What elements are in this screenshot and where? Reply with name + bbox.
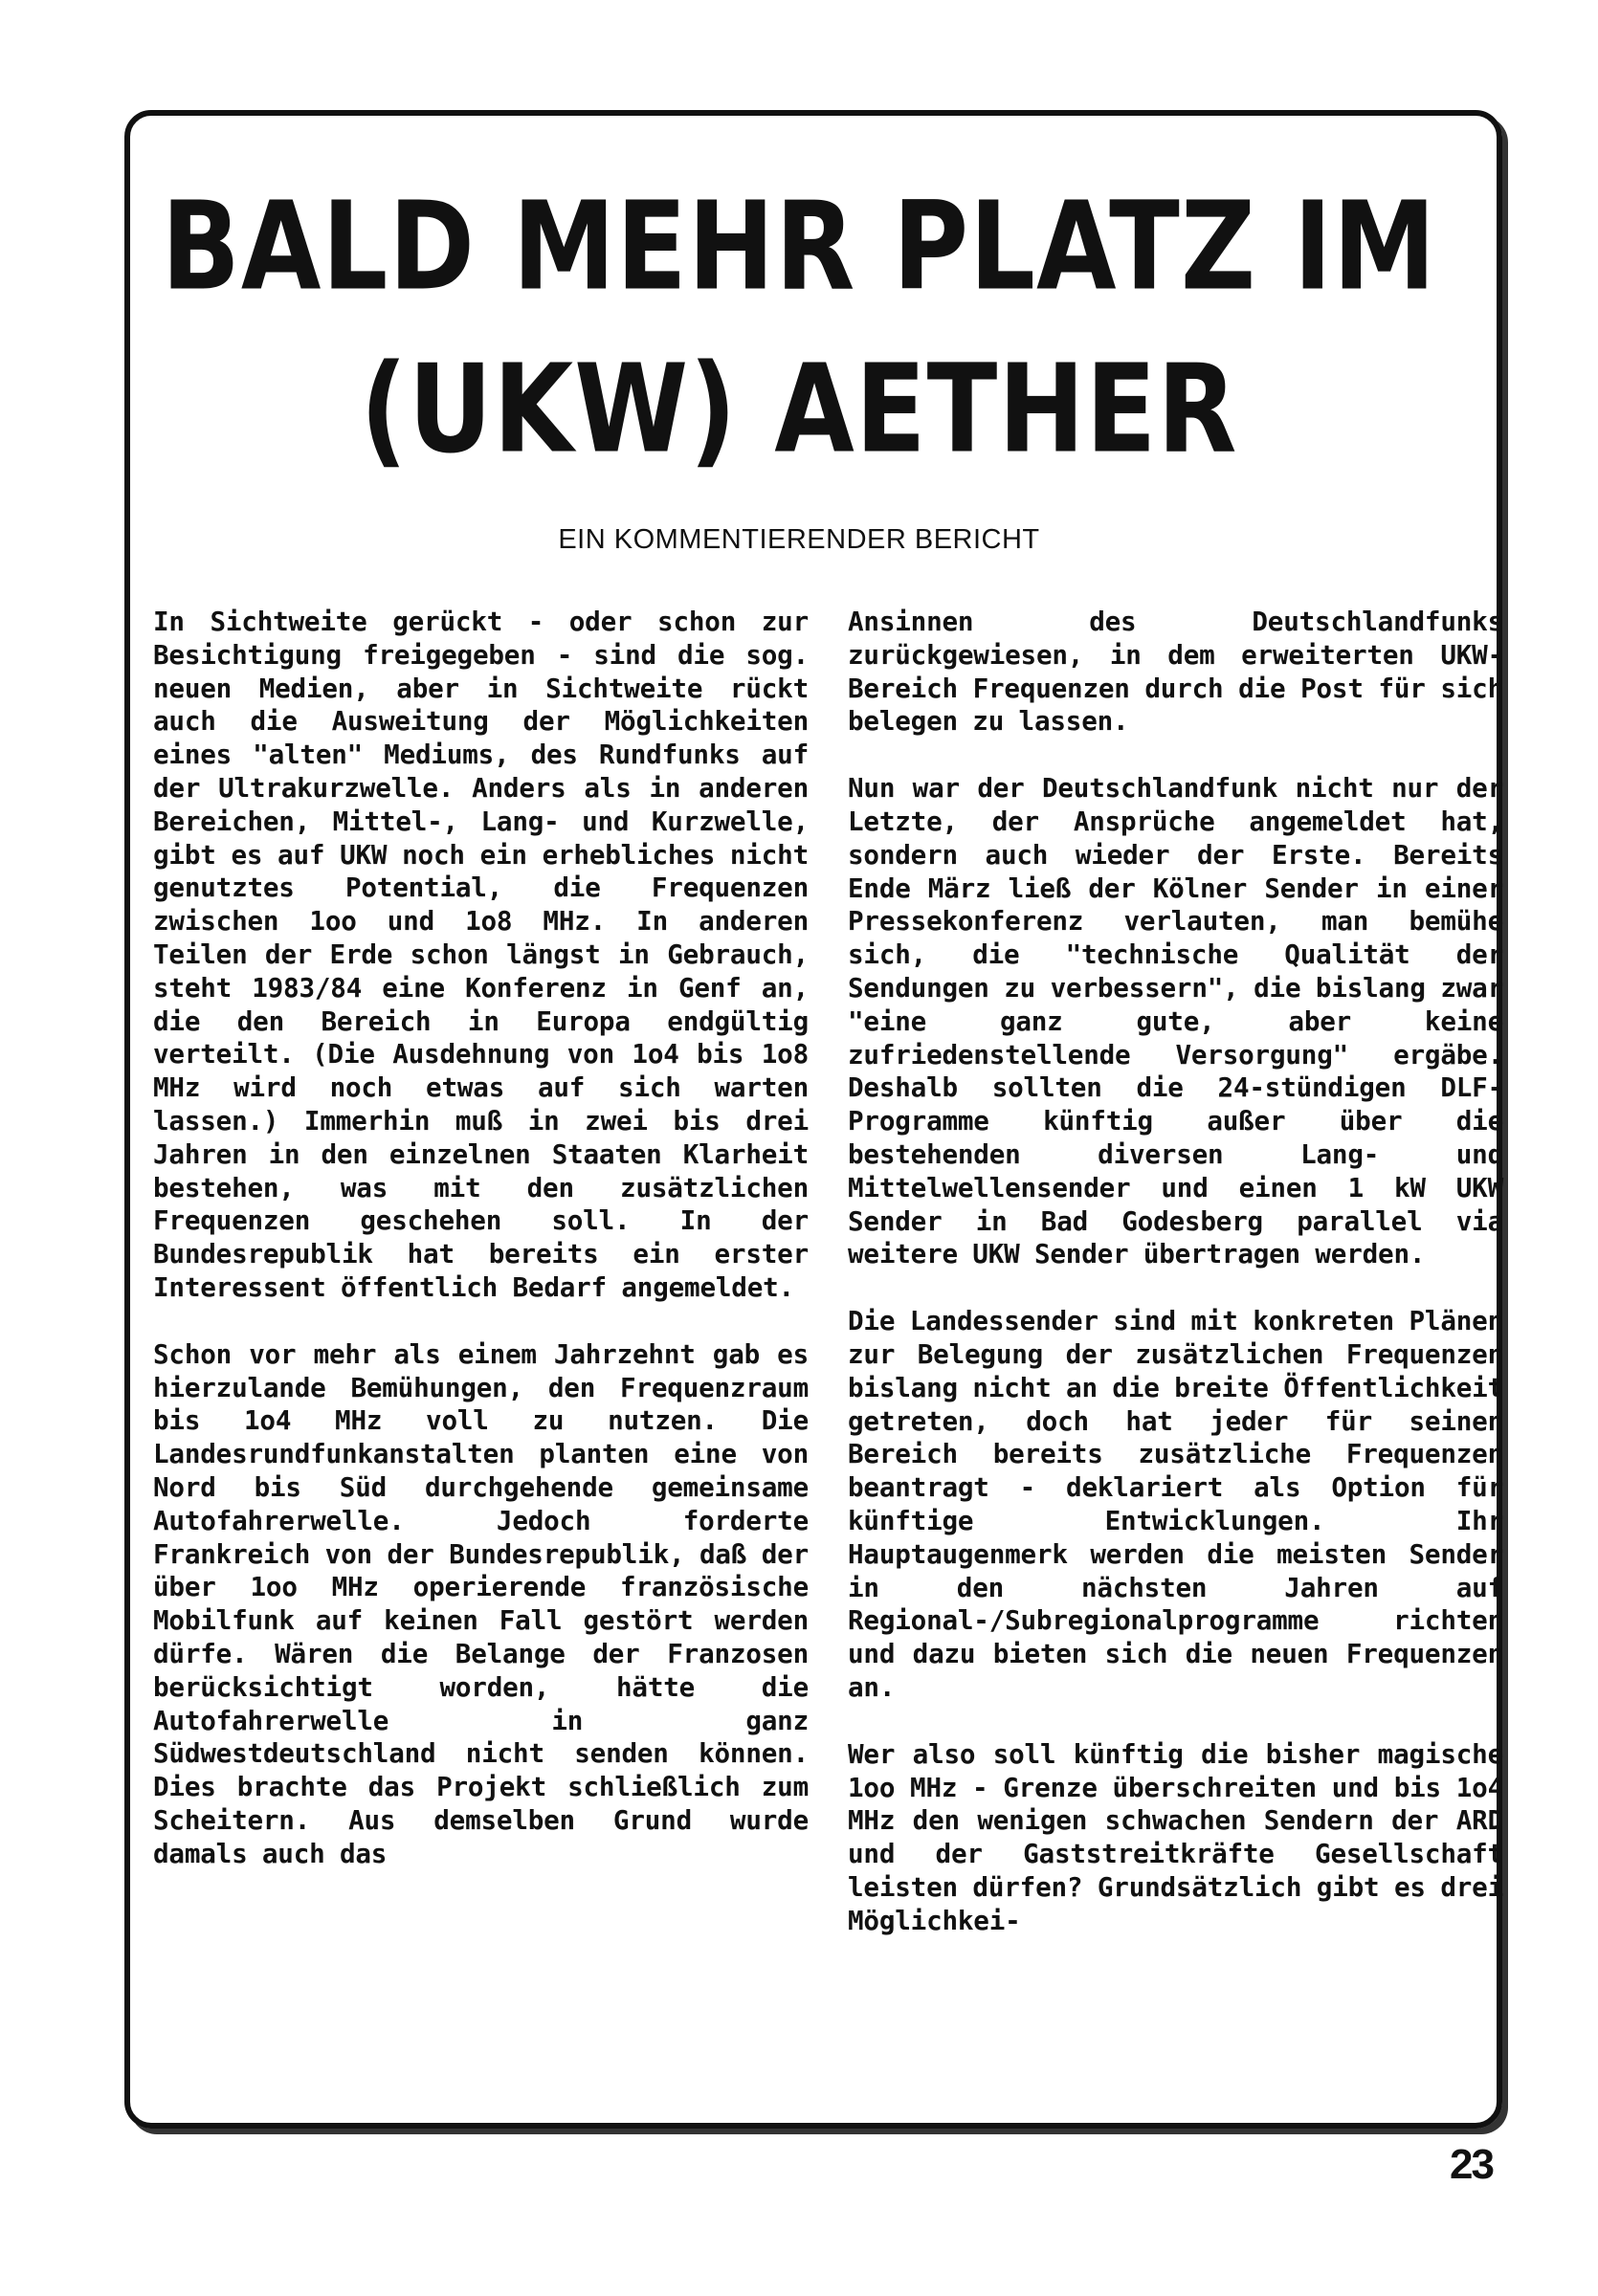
subtitle: EIN KOMMENTIERENDER BERICHT [558, 524, 1040, 555]
headline-line-1: BALD MEHR PLATZ IM [161, 176, 1437, 319]
left-paragraph-2: Schon vor mehr als einem Jahrzehnt gab es hierzulande Bemühungen, den Frequenzraum bis 1o4 MHz voll zu nutzen. Die Landesrundfunkanstalten planten eine von Nord bis Süd durchgehende gemeinsame Autofahrerwelle. Jedoch forderte Frankreich von der Bundesrepublik, daß der über 1oo MHz operierende französische Mobilfunk auf keinen Fall gestört werden dürfe. Wären die Belange der Franzosen berücksichtigt worden, hätte die Autofahrerwelle in ganz Südwestdeutschland nicht senden können. Dies brachte das Projekt schließlich zum Scheitern. Aus demselben Grund wurde damals auch das [153, 1337, 809, 1869]
right-column [848, 606, 1503, 1971]
page-number: 23 [1450, 2141, 1493, 2188]
right-paragraph-3: Die Landessender sind mit konkreten Plänen zur Belegung der zusätzlichen Frequenzen bislang nicht an die breite Öffentlichkeit getreten, doch hat jeder für seinen Bereich bereits zusätzliche Frequenzen beantragt - deklariert als Option für künftige Entwicklungen. Ihr Hauptaugenmerk werden die meisten Sender in den nächsten Jahren auf Regional-/Subregionalprogramme richten und dazu bieten sich die neuen Frequenzen an. [848, 1305, 1503, 1703]
headline-line-2: (UKW) AETHER [360, 339, 1238, 481]
right-paragraph-1: Ansinnen des Deutschlandfunks zurückgewiesen, in dem erweiterten UKW-Bereich Frequenzen durch die Post für sich belegen zu lassen. [848, 606, 1503, 738]
left-column [153, 606, 809, 1904]
right-paragraph-4: Wer also soll künftig die bisher magische 1oo MHz - Grenze überschreiten und bis 1o4 MHz den wenigen schwachen Sendern der ARD und der Gaststreitkräfte Gesellschaft leisten dürfen? Grundsätzlich gibt es drei Möglichkei- [848, 1737, 1503, 1936]
left-paragraph-1: In Sichtweite gerückt - oder schon zur Besichtigung freigegeben - sind die sog. neuen Medien, aber in Sichtweite rückt auch die Ausweitung der Möglichkeiten eines "alten" Mediums, des Rundfunks auf der Ultrakurzwelle. Anders als in anderen Bereichen, Mittel-, Lang- und Kurzwelle, gibt es auf UKW noch ein erhebliches nicht genutztes Potential, die Frequenzen zwischen 1oo und 1o8 MHz. In anderen Teilen der Erde schon längst in Gebrauch, steht 1983/84 eine Konferenz in Genf an, die den Bereich in Europa endgültig verteilt. (Die Ausdehnung von 1o4 bis 1o8 MHz wird noch etwas auf sich warten lassen.) Immerhin muß in zwei bis drei Jahren in den einzelnen Staaten Klarheit bestehen, was mit den zusätzlichen Frequenzen geschehen soll. In der Bundesrepublik hat bereits ein erster Interessent öffentlich Bedarf angemeldet. [153, 606, 809, 1303]
right-paragraph-2: Nun war der Deutschlandfunk nicht nur der Letzte, der Ansprüche angemeldet hat, sondern auch wieder der Erste. Bereits Ende März ließ der Kölner Sender in einer Pressekonferenz verlauten, man bemühe sich, die "technische Qualität der Sendungen zu verbessern", die bislang zwar "eine ganz gute, aber keine zufriedenstellende Versorgung" ergäbe. Deshalb sollten die 24-stündigen DLF-Programme künftig außer über die bestehenden diversen Lang- und Mittelwellensender und einen 1 kW UKW Sender in Bad Godesberg parallel via weitere UKW Sender übertragen werden. [848, 772, 1503, 1270]
